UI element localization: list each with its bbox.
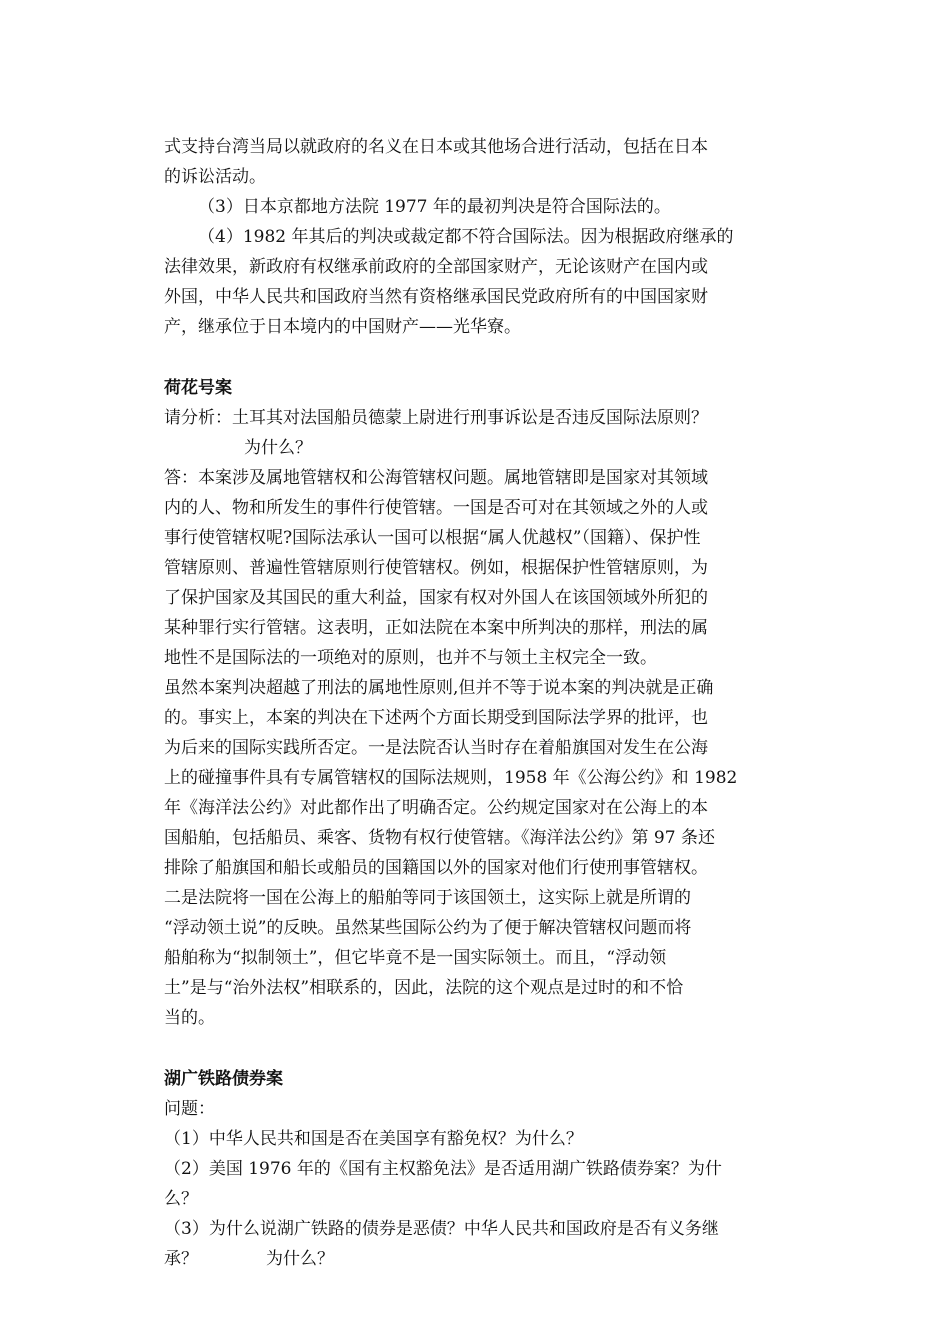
answer-item-4-line: （4）1982 年其后的判决或裁定都不符合国际法。因为根据政府继承的 [198, 227, 734, 247]
section-spacer [164, 1033, 796, 1064]
document-body [164, 132, 796, 1274]
answer-item-4-line: 产，继承位于日本境内的中国财产——光华寮。 [164, 317, 521, 337]
paragraph-line: 的诉讼活动。 [164, 167, 266, 187]
lotus-case-section [164, 373, 796, 1033]
analysis-line: 二是法院将一国在公海上的船舶等同于该国领土，这实际上就是所谓的 [164, 888, 691, 908]
analysis-line: 的。事实上，本案的判决在下述两个方面长期受到国际法学界的批评，也 [164, 708, 708, 728]
question-item-3-line: （3）为什么说湖广铁路的债券是恶债？中华人民共和国政府是否有义务继 [164, 1219, 719, 1239]
question-item-3-line: 承？ 为什么？ [164, 1249, 334, 1269]
case-title: 湖广铁路债券案 [164, 1069, 283, 1089]
analysis-line: “浮动领土说”的反映。虽然某些国际公约为了便于解决管辖权问题而将 [164, 918, 692, 938]
question-item-2-line: （2）美国 1976 年的《国有主权豁免法》是否适用湖广铁路债券案？为什 [164, 1159, 722, 1179]
analysis-line: 年《海洋法公约》对此都作出了明确否定。公约规定国家对在公海上的本 [164, 798, 708, 818]
analysis-line: 排除了船旗国和船长或船员的国籍国以外的国家对他们行使刑事管辖权。 [164, 858, 708, 878]
question-line: 请分析：土耳其对法国船员德蒙上尉进行刑事诉讼是否违反国际法原则？ [164, 408, 708, 428]
analysis-line: 虽然本案判决超越了刑法的属地性原则,但并不等于说本案的判决就是正确 [164, 678, 714, 698]
answer-line: 事行使管辖权呢?国际法承认一国可以根据“属人优越权”（国籍）、保护性 [164, 528, 701, 548]
case-title: 荷花号案 [164, 378, 232, 398]
huguang-case-section [164, 1064, 796, 1274]
analysis-line: 上的碰撞事件具有专属管辖权的国际法规则，1958 年《公海公约》和 1982 [164, 768, 738, 788]
section-spacer [164, 342, 796, 373]
answer-line: 地性不是国际法的一项绝对的原则，也并不与领土主权完全一致。 [164, 648, 657, 668]
answer-item-4-line: 外国，中华人民共和国政府当然有资格继承国民党政府所有的中国国家财 [164, 287, 708, 307]
answer-item-4-line: 法律效果，新政府有权继承前政府的全部国家财产，无论该财产在国内或 [164, 257, 708, 277]
analysis-line: 为后来的国际实践所否定。一是法院否认当时存在着船旗国对发生在公海 [164, 738, 708, 758]
analysis-line: 土”是与“治外法权”相联系的，因此，法院的这个观点是过时的和不恰 [164, 978, 684, 998]
answer-item-3: （3）日本京都地方法院 1977 年的最初判决是符合国际法的。 [198, 197, 671, 217]
question-line: 为什么？ [244, 438, 312, 458]
question-item-1: （1）中华人民共和国是否在美国享有豁免权？为什么？ [164, 1129, 583, 1149]
analysis-line: 国船舶，包括船员、乘客、货物有权行使管辖。《海洋法公约》第 97 条还 [164, 828, 715, 848]
question-label: 问题： [164, 1099, 215, 1119]
answer-line: 某种罪行实行管辖。这表明，正如法院在本案中所判决的那样，刑法的属 [164, 618, 708, 638]
intro-section [164, 132, 796, 342]
paragraph-line: 式支持台湾当局以就政府的名义在日本或其他场合进行活动，包括在日本 [164, 137, 708, 157]
analysis-line: 船舶称为“拟制领土”，但它毕竟不是一国实际领土。而且，“浮动领 [164, 948, 667, 968]
analysis-line: 当的。 [164, 1008, 215, 1028]
answer-line: 内的人、物和所发生的事件行使管辖。一国是否可对在其领域之外的人或 [164, 498, 708, 518]
answer-line: 了保护国家及其国民的重大利益，国家有权对外国人在该国领域外所犯的 [164, 588, 708, 608]
answer-line: 管辖原则、普遍性管辖原则行使管辖权。例如，根据保护性管辖原则，为 [164, 558, 708, 578]
question-item-2-line: 么？ [164, 1189, 198, 1209]
answer-line: 答：本案涉及属地管辖权和公海管辖权问题。属地管辖即是国家对其领域 [164, 468, 708, 488]
